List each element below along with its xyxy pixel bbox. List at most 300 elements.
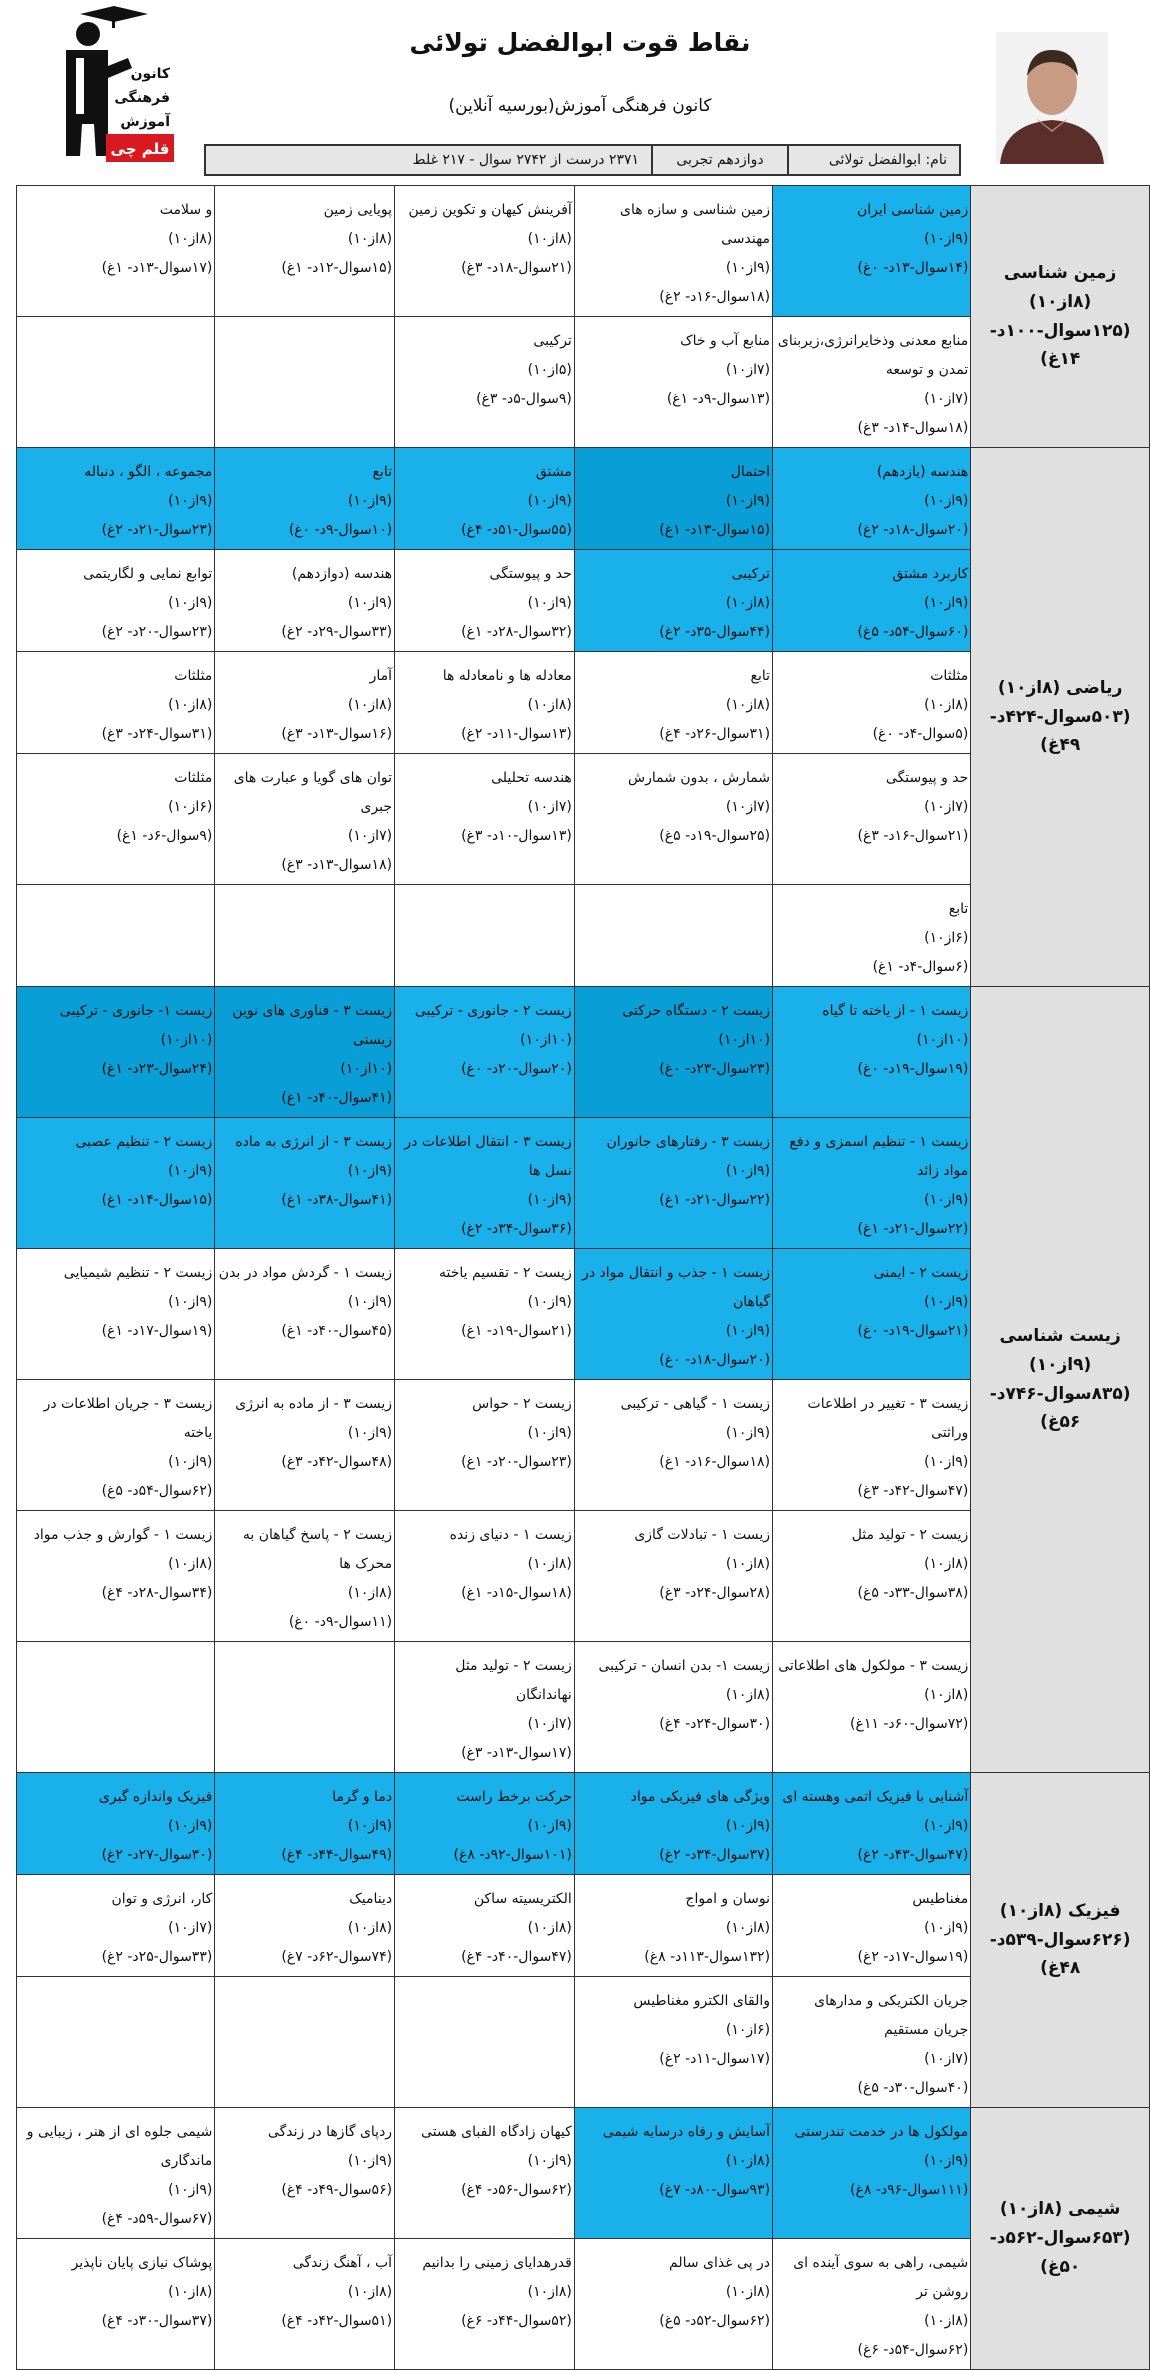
topic-rating: (۷از۱۰) [725,799,771,815]
topic-stats: (۲۳سوال-۲۱د- ۲غ) [101,522,213,538]
topic-cell [773,317,971,448]
table-row [17,1773,1150,1875]
topic-name: آسایش و رفاه درسایه شیمی [602,2124,771,2140]
topic-name: آفرینش کیهان و تکوین زمین [408,202,572,218]
topic-stats: (۶۲سوال-۵۴د- ۶غ) [857,2342,969,2358]
topic-cell [395,885,575,987]
topic-cell [17,652,215,754]
topic-rating: (۸از۱۰) [725,595,771,611]
topic-stats: (۶سوال-۴د- ۱غ) [872,959,969,975]
topic-stats: (۹سوال-۵د- ۳غ) [476,391,572,407]
topic-name: مشتق [535,464,572,480]
topic-cell [17,1380,215,1511]
topic-name: مثلثات [174,668,213,684]
topic-cell [574,987,772,1118]
topic-stats: (۱۳سوال-۱۱د- ۲غ) [461,726,572,742]
topic-rating: (۹از۱۰) [347,1294,393,1310]
topic-name: آشنایی با فیزیک اتمی وهسته ای [782,1789,969,1805]
topic-rating: (۱۰از۱۰) [916,1032,969,1048]
topic-rating: (۸از۱۰) [168,1556,213,1572]
topic-rating: (۹از۱۰) [527,1425,572,1441]
topic-cell [215,1875,395,1977]
topic-cell [17,2239,215,2370]
topic-stats: (۲۰سوال-۱۸د- ۰غ) [659,1352,771,1368]
subject-name: فیزیک (۸از۱۰) [999,1900,1121,1921]
topic-cell [215,2108,395,2239]
topic-name: زیست ۳ - از ماده به انرژی [235,1396,393,1412]
topic-name: زیست ۳ - مولکول های اطلاعاتی [778,1658,969,1674]
topic-stats: (۲۵سوال-۱۹د- ۵غ) [659,828,771,844]
topic-stats: (۱۱۱سوال-۹۶د- ۸غ) [850,2182,969,2198]
page-subtitle: کانون فرهنگی آموزش(بورسیه آنلاین) [448,96,712,116]
topic-name: شیمی جلوه ای از هنر ، زیبایی و ماندگاری [26,2124,213,2169]
topic-rating: (۸از۱۰) [924,1556,969,1572]
topic-cell [574,1977,772,2108]
topic-rating: (۸از۱۰) [527,697,572,713]
topic-stats: (۲۲سوال-۲۱د- ۱غ) [659,1192,771,1208]
topic-cell [395,1642,575,1773]
topic-name: مولکول ها در خدمت تندرستی [794,2124,969,2140]
student-name: نام: ابوالفضل تولائی [787,146,959,174]
topic-cell [773,652,971,754]
topic-stats: (۲۳سوال-۲۰د- ۲غ) [101,624,213,640]
topic-cell [17,987,215,1118]
topic-stats: (۱۳۲سوال-۱۱۳د- ۸غ) [644,1949,771,1965]
topic-name: زیست ۲ - تنظیم شیمیایی [63,1265,213,1281]
topic-name: زیست ۲ - ایمنی [873,1265,969,1281]
topic-cell [574,1118,772,1249]
topic-stats: (۱۹سوال-۱۷د- ۲غ) [857,1949,969,1965]
topic-cell [395,987,575,1118]
topic-stats: (۱۳سوال-۹د- ۱غ) [666,391,771,407]
subject-summary: (۸۳۵سوال-۷۴۶د- ۵۶غ) [989,1383,1131,1433]
student-info-bar [204,144,961,176]
topic-cell [574,2239,772,2370]
topic-name: مثلثات [174,770,213,786]
topic-name: زمین شناسی و سازه های مهندسی [620,202,771,247]
topic-rating: (۹از۱۰) [347,1425,393,1441]
topic-cell [574,1380,772,1511]
topic-rating: (۱۰از۱۰) [340,1061,393,1077]
topic-name: زیست ۲ - جانوری - ترکیبی [414,1003,572,1019]
topic-rating: (۱۰از۱۰) [718,1032,771,1048]
topic-name: زیست ۳ - فناوری های نوین زیستی [232,1003,393,1048]
topic-name: هندسه (دوازدهم) [291,566,393,582]
topic-stats: (۳۷سوال-۳۴د- ۲غ) [659,1847,771,1863]
subject-cell [971,1773,1150,2108]
topic-name: کار، انرژی و توان [111,1891,213,1907]
topic-rating: (۸از۱۰) [168,697,213,713]
topic-cell [574,186,772,317]
topic-stats: (۲۳سوال-۲۰د- ۱غ) [461,1454,572,1470]
topic-rating: (۹از۱۰) [924,1192,969,1208]
topic-cell [395,317,575,448]
topic-rating: (۸از۱۰) [924,1687,969,1703]
topic-rating: (۹از۱۰) [924,493,969,509]
topic-stats: (۴۷سوال-۴۲د- ۳غ) [857,1483,969,1499]
topic-rating: (۷از۱۰) [527,1716,572,1732]
topic-rating: (۹از۱۰) [924,1920,969,1936]
topic-name: ترکیبی [731,566,771,582]
topic-name: حد و پیوستگی [885,770,969,786]
topic-name: توان های گویا و عبارت های جبری [233,770,393,815]
table-row [17,2108,1150,2239]
topic-stats: (۳۰سوال-۲۷د- ۲غ) [101,1847,213,1863]
topic-name: آب ، آهنگ زندگی [292,2255,393,2271]
topic-stats: (۱۸سوال-۱۶د- ۱غ) [659,1454,771,1470]
subject-cell [971,987,1150,1773]
topic-name: ویژگی های فیزیکی مواد [630,1789,771,1805]
topic-rating: (۹از۱۰) [527,1192,572,1208]
topic-cell [395,2108,575,2239]
topic-stats: (۱۶سوال-۱۳د- ۳غ) [281,726,393,742]
topic-rating: (۹از۱۰) [725,1323,771,1339]
topic-rating: (۷از۱۰) [168,1920,213,1936]
topic-cell [773,754,971,885]
topic-name: زیست ۳ - از انرژی به ماده [235,1134,393,1150]
topic-name: زیست ۱ - تبادلات گازی [634,1527,771,1543]
topic-cell [17,1511,215,1642]
topic-name: زمین شناسی ایران [856,202,969,218]
topic-name: هندسه تحلیلی [491,770,572,786]
topic-name: پوشاک نیازی پایان ناپذیر [71,2255,213,2271]
topic-cell [574,1642,772,1773]
topic-cell [17,885,215,987]
topic-cell [773,1249,971,1380]
topic-cell [773,1118,971,1249]
topic-name: زیست ۱- جانوری - ترکیبی [59,1003,213,1019]
topic-name: منابع معدنی وذخایرانرژی،زیربنای تمدن و توسعه [777,333,969,378]
topic-stats: (۶۲سوال-۵۶د- ۴غ) [461,2182,572,2198]
topic-stats: (۴۴سوال-۳۵د- ۲غ) [659,624,771,640]
topic-name: منابع آب و خاک [680,333,771,349]
topic-rating: (۹از۱۰) [168,595,213,611]
topic-cell [574,317,772,448]
topic-rating: (۷از۱۰) [725,362,771,378]
topic-rating: (۹از۱۰) [168,493,213,509]
topic-cell [395,186,575,317]
topic-rating: (۸از۱۰) [168,2284,213,2300]
topic-cell [773,2239,971,2370]
topic-stats: (۲۸سوال-۲۴د- ۳غ) [659,1585,771,1601]
topic-stats: (۳۶سوال-۳۴د- ۲غ) [461,1221,572,1237]
topic-rating: (۹از۱۰) [347,493,393,509]
topic-cell [215,317,395,448]
subject-name: زیست شناسی (۹از۱۰) [999,1325,1121,1375]
topic-rating: (۱۰از۱۰) [520,1032,572,1048]
topic-cell [215,1977,395,2108]
topic-stats: (۳۰سوال-۲۴د- ۴غ) [659,1716,771,1732]
table-row [17,186,1150,317]
topic-cell [395,1511,575,1642]
topic-name: قدرهدایای زمینی را بدانیم [422,2255,572,2271]
topic-cell [17,1118,215,1249]
topic-cell [574,550,772,652]
topic-rating: (۹از۱۰) [168,1454,213,1470]
topic-stats: (۱۹سوال-۱۹د- ۰غ) [857,1061,969,1077]
topic-name: شیمی، راهی به سوی آینده ای روشن تر [793,2255,969,2300]
topic-stats: (۵۵سوال-۵۱د- ۴غ) [461,522,572,538]
topic-stats: (۹سوال-۶د- ۱غ) [116,828,213,844]
topic-cell [773,1511,971,1642]
topic-cell [395,448,575,550]
topic-stats: (۱۷سوال-۱۱د- ۲غ) [659,2051,771,2067]
topic-stats: (۱۸سوال-۱۶د- ۲غ) [659,289,771,305]
topic-cell [773,186,971,317]
topic-stats: (۳۳سوال-۲۹د- ۲غ) [281,624,393,640]
topic-rating: (۸از۱۰) [725,1556,771,1572]
topic-name: احتمال [730,464,771,480]
topic-cell [574,885,772,987]
topic-name: معادله ها و نامعادله ها [442,668,572,684]
topic-rating: (۹از۱۰) [168,1294,213,1310]
topic-cell [773,2108,971,2239]
topic-name: زیست ۳ - انتقال اطلاعات در نسل ها [404,1134,572,1179]
topic-stats: (۱۱سوال-۹د- ۰غ) [288,1614,393,1630]
topic-cell [395,1249,575,1380]
topic-stats: (۱۸سوال-۱۳د- ۳غ) [281,857,393,873]
topic-cell [574,1511,772,1642]
topic-name: مجموعه ، الگو ، دنباله [84,464,213,480]
topic-rating: (۷از۱۰) [924,799,969,815]
topic-stats: (۹۳سوال-۸۰د- ۷غ) [659,2182,771,2198]
topic-stats: (۳۳سوال-۲۵د- ۲غ) [101,1949,213,1965]
topic-stats: (۱۵سوال-۱۲د- ۱غ) [281,260,393,276]
topic-stats: (۳۱سوال-۲۴د- ۳غ) [101,726,213,742]
topic-rating: (۹از۱۰) [168,1163,213,1179]
topic-name: حرکت برخط راست [456,1789,572,1805]
svg-text:آموزش: آموزش [120,114,170,130]
topic-cell [395,754,575,885]
topic-stats: (۵۲سوال-۴۴د- ۶غ) [461,2313,572,2329]
topic-name: شمارش ، بدون شمارش [628,770,771,786]
topic-cell [17,186,215,317]
report-header [0,0,1150,184]
topic-cell [17,1642,215,1773]
topic-stats: (۵۱سوال-۴۲د- ۴غ) [281,2313,393,2329]
topic-stats: (۴۹سوال-۴۴د- ۴غ) [281,1847,393,1863]
topic-rating: (۹از۱۰) [168,1818,213,1834]
topic-name: زیست ۲ - تولید مثل نهاندانگان [455,1658,572,1703]
topic-cell [574,2108,772,2239]
topic-name: فیزیک واندازه گیری [98,1789,213,1805]
topic-cell [215,1118,395,1249]
topic-cell [395,1875,575,1977]
topic-stats: (۷۲سوال-۶۰د- ۱۱غ) [850,1716,969,1732]
topic-rating: (۸از۱۰) [725,2153,771,2169]
topic-rating: (۸از۱۰) [527,1920,572,1936]
topic-cell [773,1773,971,1875]
topic-cell [574,448,772,550]
topic-cell [215,1380,395,1511]
topic-name: زیست ۱ - دنیای زنده [449,1527,572,1543]
topic-stats: (۱۷سوال-۱۳د- ۳غ) [461,1745,572,1761]
topic-rating: (۸از۱۰) [347,1585,393,1601]
topic-cell [574,1249,772,1380]
topic-stats: (۴۱سوال-۳۸د- ۱غ) [281,1192,393,1208]
topic-stats: (۲۰سوال-۲۰د- ۰غ) [461,1061,572,1077]
subject-name: ریاضی (۸از۱۰) [997,677,1123,698]
topic-rating: (۹از۱۰) [527,1294,572,1310]
topic-cell [215,1773,395,1875]
topic-stats: (۴۱سوال-۴۰د- ۱غ) [281,1090,393,1106]
topic-stats: (۱۵سوال-۱۴د- ۱غ) [101,1192,213,1208]
topic-stats: (۳۲سوال-۲۸د- ۱غ) [461,624,572,640]
topic-name: جریان الکتریکی و مدارهای جریان مستقیم [814,1993,969,2038]
topic-cell [215,885,395,987]
topic-name: زیست ۱ - گردش مواد در بدن [218,1265,393,1281]
topic-cell [215,652,395,754]
svg-text:کانون: کانون [130,66,170,82]
topic-rating: (۹از۱۰) [725,493,771,509]
topic-stats: (۶۷سوال-۵۹د- ۴غ) [101,2211,213,2227]
svg-text:قلم چی: قلم چی [110,140,170,158]
topic-stats: (۶۰سوال-۵۴د- ۵غ) [857,624,969,640]
topic-name: توابع نمایی و لگاریتمی [83,566,213,582]
topic-cell [773,1642,971,1773]
topic-rating: (۹از۱۰) [527,1818,572,1834]
topic-name: و سلامت [159,202,213,218]
topic-name: الکتریسیته ساکن [473,1891,572,1907]
subject-cell [971,448,1150,987]
topic-stats: (۴۵سوال-۴۰د- ۱غ) [281,1323,393,1339]
topic-cell [17,317,215,448]
student-avatar [996,32,1108,164]
table-row [17,987,1150,1118]
table-row [17,448,1150,550]
topic-name: ردپای گازها در زندگی [267,2124,393,2140]
topic-name: زیست ۳ - جریان اطلاعات در یاخته [43,1396,213,1441]
topic-stats: (۴۷سوال-۴۳د- ۲غ) [857,1847,969,1863]
topic-rating: (۸از۱۰) [725,1687,771,1703]
topic-name: آمار [369,668,393,684]
topic-cell [17,550,215,652]
topic-cell [17,754,215,885]
topic-cell [395,2239,575,2370]
subject-name: زمین شناسی (۸از۱۰) [1003,262,1117,312]
topic-name: نوسان و امواج [685,1891,771,1907]
topic-cell [773,550,971,652]
topic-cell [395,1118,575,1249]
topic-rating: (۶از۱۰) [924,930,969,946]
topic-cell [773,1977,971,2108]
strengths-table [16,185,1150,2370]
topic-name: زیست ۱ - جذب و انتقال مواد در گیاهان [582,1265,771,1310]
topic-name: تابع [948,901,969,917]
topic-cell [215,754,395,885]
topic-name: زیست ۱ - از یاخته تا گیاه [822,1003,969,1019]
topic-rating: (۷از۱۰) [527,799,572,815]
topic-stats: (۱۹سوال-۱۷د- ۱غ) [101,1323,213,1339]
topic-rating: (۸از۱۰) [725,2284,771,2300]
topic-stats: (۳۱سوال-۲۶د- ۴غ) [659,726,771,742]
topic-stats: (۳۷سوال-۳۰د- ۴غ) [101,2313,213,2329]
topic-stats: (۱۷سوال-۱۳د- ۱غ) [101,260,213,276]
topic-stats: (۳۸سوال-۳۳د- ۵غ) [857,1585,969,1601]
topic-cell [395,652,575,754]
topic-cell [215,448,395,550]
topic-rating: (۸از۱۰) [347,1920,393,1936]
topic-rating: (۹از۱۰) [924,1818,969,1834]
topic-cell [395,1977,575,2108]
topic-name: مثلثات [930,668,969,684]
topic-rating: (۵از۱۰) [527,362,572,378]
subject-summary: (۵۰۳سوال-۴۲۴د- ۴۹غ) [989,706,1131,756]
topic-stats: (۶۲سوال-۵۴د- ۵غ) [101,1483,213,1499]
subject-summary: (۶۵۳سوال-۵۶۲د- ۵۰غ) [989,2228,1131,2277]
topic-cell [574,754,772,885]
topic-name: زیست ۱- بدن انسان - ترکیبی [598,1658,771,1674]
topic-stats: (۴۸سوال-۴۲د- ۳غ) [281,1454,393,1470]
topic-stats: (۲۰سوال-۱۸د- ۲غ) [857,522,969,538]
topic-rating: (۷از۱۰) [347,828,393,844]
topic-rating: (۱۰از۱۰) [160,1032,213,1048]
topic-rating: (۸از۱۰) [527,231,572,247]
subject-summary: (۶۲۶سوال-۵۳۹د- ۴۸غ) [989,1929,1131,1979]
topic-name: زیست ۲ - تقسیم یاخته [438,1265,572,1281]
topic-stats: (۵۶سوال-۴۹د- ۴غ) [281,2182,393,2198]
topic-cell [215,186,395,317]
topic-rating: (۸از۱۰) [725,1920,771,1936]
topic-cell [17,2108,215,2239]
topic-rating: (۹از۱۰) [527,595,572,611]
page-title: نقاط قوت ابوالفضل تولائی [409,28,751,57]
topic-name: زیست ۱ - تنظیم اسمزی و دفع مواد زائد [789,1134,969,1179]
topic-rating: (۹از۱۰) [725,260,771,276]
topic-rating: (۹از۱۰) [347,595,393,611]
topic-cell [773,448,971,550]
topic-name: دینامیک [349,1891,393,1907]
topic-cell [574,1875,772,1977]
topic-rating: (۹از۱۰) [924,595,969,611]
topic-rating: (۶از۱۰) [725,2022,771,2038]
topic-cell [574,1773,772,1875]
topic-stats: (۲۱سوال-۱۶د- ۳غ) [857,828,969,844]
topic-rating: (۸از۱۰) [924,2313,969,2329]
topic-name: زیست ۱ - گوارش و جذب مواد [33,1527,213,1543]
topic-name: زیست ۲ - دستگاه حرکتی [622,1003,771,1019]
topic-name: زیست ۲ - تنظیم عصبی [75,1134,213,1150]
topic-stats: (۱۴سوال-۱۳د- ۰غ) [857,260,969,276]
topic-rating: (۹از۱۰) [725,1818,771,1834]
topic-cell [215,987,395,1118]
topic-cell [17,1977,215,2108]
topic-stats: (۲۲سوال-۲۱د- ۱غ) [857,1221,969,1237]
topic-stats: (۲۴سوال-۲۳د- ۱غ) [101,1061,213,1077]
topic-name: زیست ۳ - تغییر در اطلاعات وراثتی [807,1396,969,1441]
topic-rating: (۶از۱۰) [168,799,213,815]
topic-cell [773,987,971,1118]
topic-cell [215,1249,395,1380]
svg-text:فرهنگی: فرهنگی [114,90,170,106]
topic-rating: (۹از۱۰) [924,1294,969,1310]
topic-rating: (۹از۱۰) [527,2153,572,2169]
topic-rating: (۸از۱۰) [347,231,393,247]
topic-cell [17,1773,215,1875]
topic-rating: (۹از۱۰) [924,1454,969,1470]
topic-name: زیست ۲ - پاسخ گیاهان به محرک ها [242,1527,393,1572]
topic-cell [17,448,215,550]
topic-rating: (۸از۱۰) [168,231,213,247]
topic-name: مغناطیس [912,1891,969,1907]
topic-stats: (۶۲سوال-۵۲د- ۵غ) [659,2313,771,2329]
subject-cell [971,186,1150,448]
topic-stats: (۱۸سوال-۱۵د- ۱غ) [461,1585,572,1601]
topic-cell [773,1380,971,1511]
topic-cell [574,652,772,754]
topic-name: پویایی زمین [323,202,393,218]
topic-rating: (۹از۱۰) [924,2153,969,2169]
